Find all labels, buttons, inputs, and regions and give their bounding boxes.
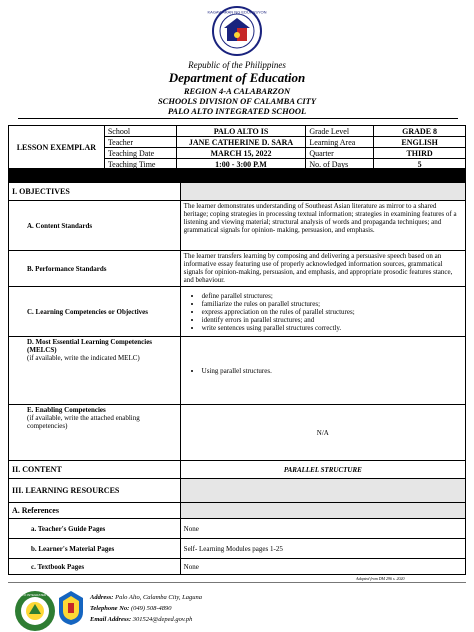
lesson-plan-table [8, 182, 466, 575]
teacher-label: Teacher [104, 137, 176, 148]
competency-item: • define parallel structures; [202, 292, 462, 300]
grade-value: GRADE 8 [374, 126, 466, 137]
lesson-info-table [8, 125, 466, 170]
objectives-heading: I. OBJECTIVES [9, 183, 181, 201]
learning-competencies-list [180, 287, 465, 337]
footer-divider [8, 582, 466, 583]
deped-seal-icon [207, 6, 267, 56]
area-value: ENGLISH [374, 137, 466, 148]
content-value: PARALLEL STRUCTURE [180, 461, 465, 479]
deped-logo-icon [58, 590, 84, 626]
time-value: 1:00 - 3:00 P.M [176, 159, 306, 170]
seal-text: KAGAWARAN NG EDUKASYON [207, 9, 267, 15]
school-name: PALO ALTO INTEGRATED SCHOOL [167, 106, 307, 116]
department-title: Department of Education [168, 70, 306, 85]
textbook-value: None [180, 559, 465, 575]
learners-material-label: b. Learner's Material Pages [9, 539, 181, 559]
header-divider [18, 118, 458, 119]
competency-item: • write sentences using parallel structures correctly. [202, 324, 462, 332]
references-heading-fill [180, 503, 465, 519]
objectives-heading-fill [180, 183, 465, 201]
learning-resources-heading: III. LEARNING RESOURCES [9, 479, 181, 503]
teachers-guide-value: None [180, 519, 465, 539]
performance-standards-label: B. Performance Standards [9, 251, 181, 287]
competency-item: • express appreciation on the rules of parallel structures; [202, 308, 462, 316]
teachers-guide-label: a. Teacher's Guide Pages [9, 519, 181, 539]
lesson-exemplar-label: LESSON EXEMPLAR [9, 126, 105, 170]
school-value: PALO ALTO IS [176, 126, 306, 137]
address-label: Address: [90, 594, 114, 601]
enabling-note: (if available, write the attached enabling competencies) [27, 414, 140, 430]
date-label: Teaching Date [104, 148, 176, 159]
enabling-value: N/A [180, 405, 465, 461]
days-value: 5 [374, 159, 466, 170]
performance-standards-text: The learner transfers learning by composing and delivering a persuasive speech based on an informative essay featuring use of properly acknowledged information sources, grammatical signals for opinion-making, persuasion, and emphasis, and appropriate prosodic features stance, and behaviour. [180, 251, 465, 287]
region-text: REGION 4-A CALABARZON [183, 86, 291, 96]
division-text: SCHOOLS DIVISION OF CALAMBA CITY [157, 96, 317, 106]
melcs-list [180, 337, 465, 405]
school-logo-text: PALO ALTO INTEGRATED SCHOOL [10, 593, 60, 597]
adapted-note: Adapted from DM 296 s. 2020 [356, 576, 405, 581]
republic-text: Republic of the Philippines [188, 60, 286, 70]
competency-item: • identify errors in parallel structures; and [202, 316, 462, 324]
references-heading: A. References [9, 503, 181, 519]
resources-heading-fill [180, 479, 465, 503]
learners-material-value: Self- Learning Modules pages 1-25 [180, 539, 465, 559]
textbook-label: c. Textbook Pages [9, 559, 181, 575]
school-logo-icon [10, 590, 60, 632]
enabling-cell [9, 405, 181, 461]
address-value: Palo Alto, Calamba City, Laguna [115, 594, 203, 601]
area-label: Learning Area [306, 137, 374, 148]
content-standards-text: The learner demonstrates understanding of Southeast Asian literature as mirror to a shared heritage; coping strategies in processing textual information; strategies in examining features of a listening and viewing material; structural analysis of words and propaganda techniques; and grammatical signals for opinion- making, persuasion, and emphasis. [180, 201, 465, 251]
school-label: School [104, 126, 176, 137]
phone-value: (049) 508-4890 [130, 605, 172, 612]
footer-contact [90, 592, 202, 625]
phone-label: Telephone No: [90, 605, 130, 612]
melcs-label: D. Most Essential Learning Competencies (MELCS) [27, 338, 153, 354]
time-label: Teaching Time [104, 159, 176, 170]
quarter-label: Quarter [306, 148, 374, 159]
quarter-value: THIRD [374, 148, 466, 159]
black-separator-bar [8, 168, 466, 182]
date-value: MARCH 15, 2022 [176, 148, 306, 159]
grade-label: Grade Level [306, 126, 374, 137]
email-link[interactable]: 301524@deped.gov.ph [132, 616, 193, 623]
enabling-label: E. Enabling Competencies [27, 406, 106, 414]
melc-item: • Using parallel structures. [202, 367, 462, 375]
content-standards-label: A. Content Standards [9, 201, 181, 251]
melcs-cell [9, 337, 181, 405]
melcs-note: (if available, write the indicated MELC) [27, 354, 140, 362]
content-heading: II. CONTENT [9, 461, 181, 479]
days-label: No. of Days [306, 159, 374, 170]
competency-item: • familiarize the rules on parallel structures; [202, 300, 462, 308]
learning-competencies-label: C. Learning Competencies or Objectives [9, 287, 181, 337]
email-label: Email Address: [90, 616, 132, 623]
teacher-value: JANE CATHERINE D. SARA [176, 137, 306, 148]
